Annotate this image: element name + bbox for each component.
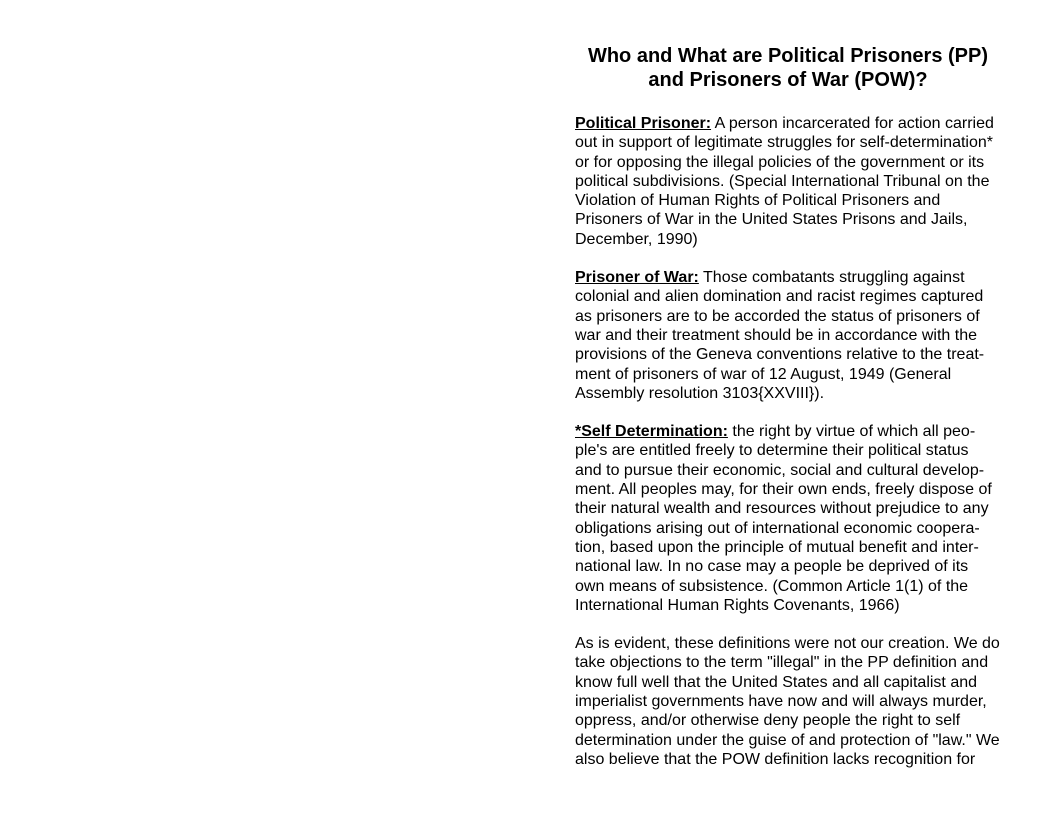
paragraph-line: take objections to the term "illegal" in the PP definition and (575, 654, 989, 672)
page-title (575, 44, 1001, 92)
paragraph-line: ment. All peoples may, for their own ends, freely dispose of (575, 481, 992, 499)
paragraph-line: tion, based upon the principle of mutual benefit and inter- (575, 538, 979, 556)
paragraph-line: or for opposing the illegal policies of the government or its (575, 153, 985, 171)
paragraph-line: ment of prisoners of war of 12 August, 1949 (General (575, 365, 952, 383)
definition-political-prisoner (575, 114, 1001, 249)
right-page-content (575, 44, 1001, 788)
paragraph-line: and to pursue their economic, social and cultural develop- (575, 461, 985, 479)
paragraph-line: As is evident, these definitions were not our creation. We do (575, 635, 1000, 653)
paragraph-line: oppress, and/or otherwise deny people the right to self (575, 712, 961, 730)
paragraph-line: provisions of the Geneva conventions relative to the treat- (575, 346, 985, 364)
paragraph-line (575, 422, 1001, 441)
definition-prisoner-of-war (575, 268, 1001, 403)
paragraph-line: their natural wealth and resources without prejudice to any (575, 500, 989, 518)
paragraph-line: national law. In no case may a people be deprived of its (575, 558, 969, 576)
paragraph-line: imperialist governments have now and will always murder, (575, 693, 987, 711)
paragraph-line: colonial and alien domination and racist regimes captured (575, 288, 984, 306)
title-line-1: Who and What are Political Prisoners (PP) (587, 45, 989, 67)
paragraph-line (575, 114, 1001, 133)
paragraph-line: obligations arising out of international economic coopera- (575, 519, 980, 537)
paragraph-line: know full well that the United States and all capitalist and (575, 673, 978, 691)
paragraph-line: International Human Rights Covenants, 1966) (575, 596, 900, 614)
paragraph-line: political subdivisions. (Special International Tribunal on the (575, 172, 990, 190)
definition-text: Those combatants struggling against (698, 269, 965, 287)
term-political-prisoner: Political Prisoner: (575, 115, 712, 132)
paragraph-line: Violation of Human Rights of Political Prisoners and (575, 192, 941, 210)
paragraph-line: as prisoners are to be accorded the status of prisoners of (575, 307, 980, 325)
paragraph-line: ple's are entitled freely to determine their political status (575, 442, 969, 460)
paragraph-line: also believe that the POW definition lacks recognition for (575, 750, 976, 768)
paragraph-line: determination under the guise of and protection of "law." We (575, 731, 1000, 749)
paragraph-line: December, 1990) (575, 230, 698, 248)
paragraph-line: Assembly resolution 3103{XXVIII}). (575, 384, 825, 402)
paragraph-line: out in support of legitimate struggles for self-determination* (575, 134, 993, 152)
paragraph-line: own means of subsistence. (Common Article 1(1) of the (575, 577, 969, 595)
definition-text: A person incarcerated for action carried (711, 115, 994, 132)
title-line-2: and Prisoners of War (POW)? (648, 69, 928, 91)
term-prisoner-of-war: Prisoner of War: (575, 269, 699, 287)
definition-self-determination (575, 422, 1001, 615)
term-self-determination: *Self Determination: (575, 423, 728, 441)
paragraph-line (575, 268, 1001, 287)
paragraph-line: war and their treatment should be in accordance with the (575, 326, 978, 344)
closing-paragraph (575, 634, 1001, 769)
definition-text: the right by virtue of which all peo- (727, 423, 976, 441)
paragraph-line: Prisoners of War in the United States Prisons and Jails, (575, 211, 968, 229)
